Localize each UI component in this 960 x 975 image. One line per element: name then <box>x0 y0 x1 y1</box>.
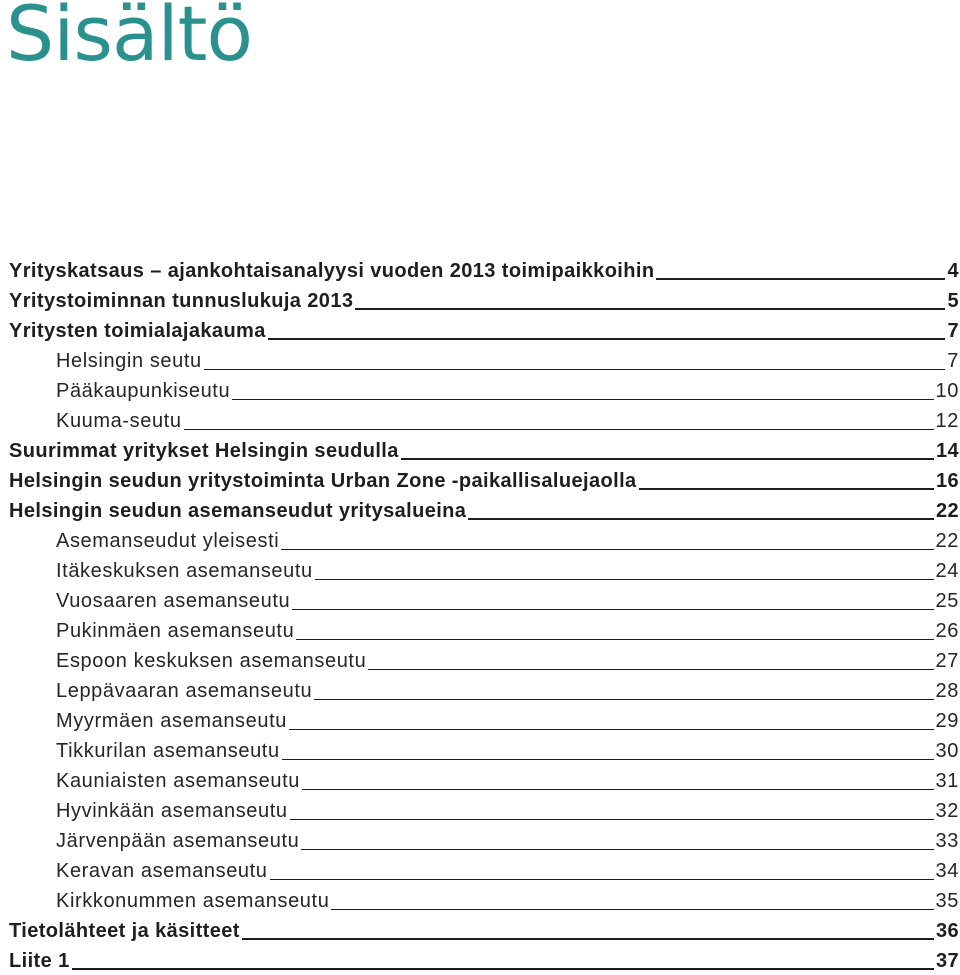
toc-page-number: 28 <box>935 680 959 702</box>
toc-entry[interactable] <box>9 735 959 765</box>
toc-entry[interactable] <box>9 465 959 495</box>
toc-leader-line <box>282 759 934 760</box>
toc-entry-label: Yrityskatsaus – ajankohtaisanalyysi vuoden 2013 toimipaikkoihin <box>9 260 655 282</box>
toc-entry-label: Suurimmat yritykset Helsingin seudulla <box>9 440 399 462</box>
toc-entry[interactable] <box>9 375 959 405</box>
toc-entry[interactable] <box>9 855 959 885</box>
toc-entry[interactable] <box>9 315 959 345</box>
toc-entry-label: Keravan asemanseutu <box>56 860 268 882</box>
toc-entry[interactable] <box>9 825 959 855</box>
toc-entry-label: Yritysten toimialajakauma <box>9 320 266 342</box>
toc-entry[interactable] <box>9 765 959 795</box>
toc-entry-label: Hyvinkään asemanseutu <box>56 800 288 822</box>
toc-entry-label: Espoon keskuksen asemanseutu <box>56 650 367 672</box>
toc-entry-label: Yritystoiminnan tunnuslukuja 2013 <box>9 290 354 312</box>
toc-entry-label: Järvenpään asemanseutu <box>56 830 300 852</box>
toc-page-number: 30 <box>935 740 959 762</box>
toc-entry[interactable] <box>9 435 959 465</box>
table-of-contents <box>9 255 959 975</box>
toc-entry[interactable] <box>9 675 959 705</box>
toc-page-number: 10 <box>935 380 959 402</box>
toc-entry[interactable] <box>9 615 959 645</box>
toc-leader-line <box>232 399 933 400</box>
toc-page-number: 27 <box>935 650 959 672</box>
toc-page-number: 5 <box>947 290 959 312</box>
toc-page-number: 22 <box>935 500 959 522</box>
toc-entry-label: Leppävaaran asemanseutu <box>56 680 313 702</box>
toc-leader-line <box>184 429 934 430</box>
toc-entry[interactable] <box>9 795 959 825</box>
toc-page-number: 14 <box>935 440 959 462</box>
toc-leader-line <box>296 639 933 640</box>
toc-page-number: 12 <box>935 410 959 432</box>
toc-entry-label: Liite 1 <box>9 950 70 972</box>
toc-entry-label: Helsingin seudun yritystoiminta Urban Zone -paikallisaluejaolla <box>9 470 637 492</box>
toc-entry[interactable] <box>9 585 959 615</box>
toc-entry[interactable] <box>9 285 959 315</box>
toc-leader-line <box>401 458 934 460</box>
toc-leader-line <box>289 729 934 730</box>
toc-entry-label: Helsingin seudun asemanseudut yritysalueina <box>9 500 467 522</box>
toc-page-number: 35 <box>935 890 959 912</box>
toc-entry[interactable] <box>9 495 959 525</box>
toc-entry[interactable] <box>9 345 959 375</box>
toc-page-number: 24 <box>935 560 959 582</box>
toc-page-number: 7 <box>947 350 959 372</box>
toc-page-number: 34 <box>935 860 959 882</box>
toc-page-number: 29 <box>935 710 959 732</box>
toc-entry-label: Tikkurilan asemanseutu <box>56 740 280 762</box>
toc-leader-line <box>290 819 934 820</box>
toc-page-number: 26 <box>935 620 959 642</box>
toc-leader-line <box>639 488 934 490</box>
toc-page-number: 25 <box>935 590 959 612</box>
toc-page-number: 7 <box>947 320 959 342</box>
toc-entry-label: Asemanseudut yleisesti <box>56 530 280 552</box>
toc-leader-line <box>301 849 933 850</box>
toc-leader-line <box>355 308 945 310</box>
toc-entry-label: Pukinmäen asemanseutu <box>56 620 295 642</box>
toc-entry-label: Myyrmäen asemanseutu <box>56 710 287 732</box>
toc-leader-line <box>468 518 934 520</box>
toc-entry[interactable] <box>9 405 959 435</box>
toc-leader-line <box>281 549 933 550</box>
toc-leader-line <box>656 278 945 280</box>
toc-leader-line <box>314 699 933 700</box>
toc-leader-line <box>242 938 934 940</box>
toc-leader-line <box>268 338 946 340</box>
toc-leader-line <box>292 609 933 610</box>
toc-leader-line <box>315 579 934 580</box>
toc-entry-label: Itäkeskuksen asemanseutu <box>56 560 313 582</box>
toc-entry[interactable] <box>9 255 959 285</box>
toc-leader-line <box>331 909 933 910</box>
toc-entry[interactable] <box>9 885 959 915</box>
toc-page-number: 33 <box>935 830 959 852</box>
toc-entry[interactable] <box>9 705 959 735</box>
toc-entry-label: Kirkkonummen asemanseutu <box>56 890 330 912</box>
toc-entry[interactable] <box>9 915 959 945</box>
toc-entry-label: Pääkaupunkiseutu <box>56 380 231 402</box>
toc-page-number: 31 <box>935 770 959 792</box>
toc-entry-label: Kauniaisten asemanseutu <box>56 770 300 792</box>
toc-leader-line <box>204 369 946 370</box>
toc-page-number: 4 <box>947 260 959 282</box>
toc-leader-line <box>302 789 934 790</box>
toc-entry[interactable] <box>9 525 959 555</box>
toc-entry-label: Vuosaaren asemanseutu <box>56 590 291 612</box>
toc-page-number: 16 <box>935 470 959 492</box>
toc-page-number: 22 <box>935 530 959 552</box>
toc-page-number: 37 <box>935 950 959 972</box>
toc-entry-label: Tietolähteet ja käsitteet <box>9 920 240 942</box>
toc-entry-label: Kuuma-seutu <box>56 410 182 432</box>
page-title: Sisältö <box>6 0 252 78</box>
toc-entry[interactable] <box>9 645 959 675</box>
toc-page-number: 32 <box>935 800 959 822</box>
toc-leader-line <box>270 879 934 880</box>
toc-page-number: 36 <box>935 920 959 942</box>
toc-entry[interactable] <box>9 555 959 585</box>
toc-leader-line <box>368 669 933 670</box>
toc-entry[interactable] <box>9 945 959 975</box>
toc-entry-label: Helsingin seutu <box>56 350 202 372</box>
